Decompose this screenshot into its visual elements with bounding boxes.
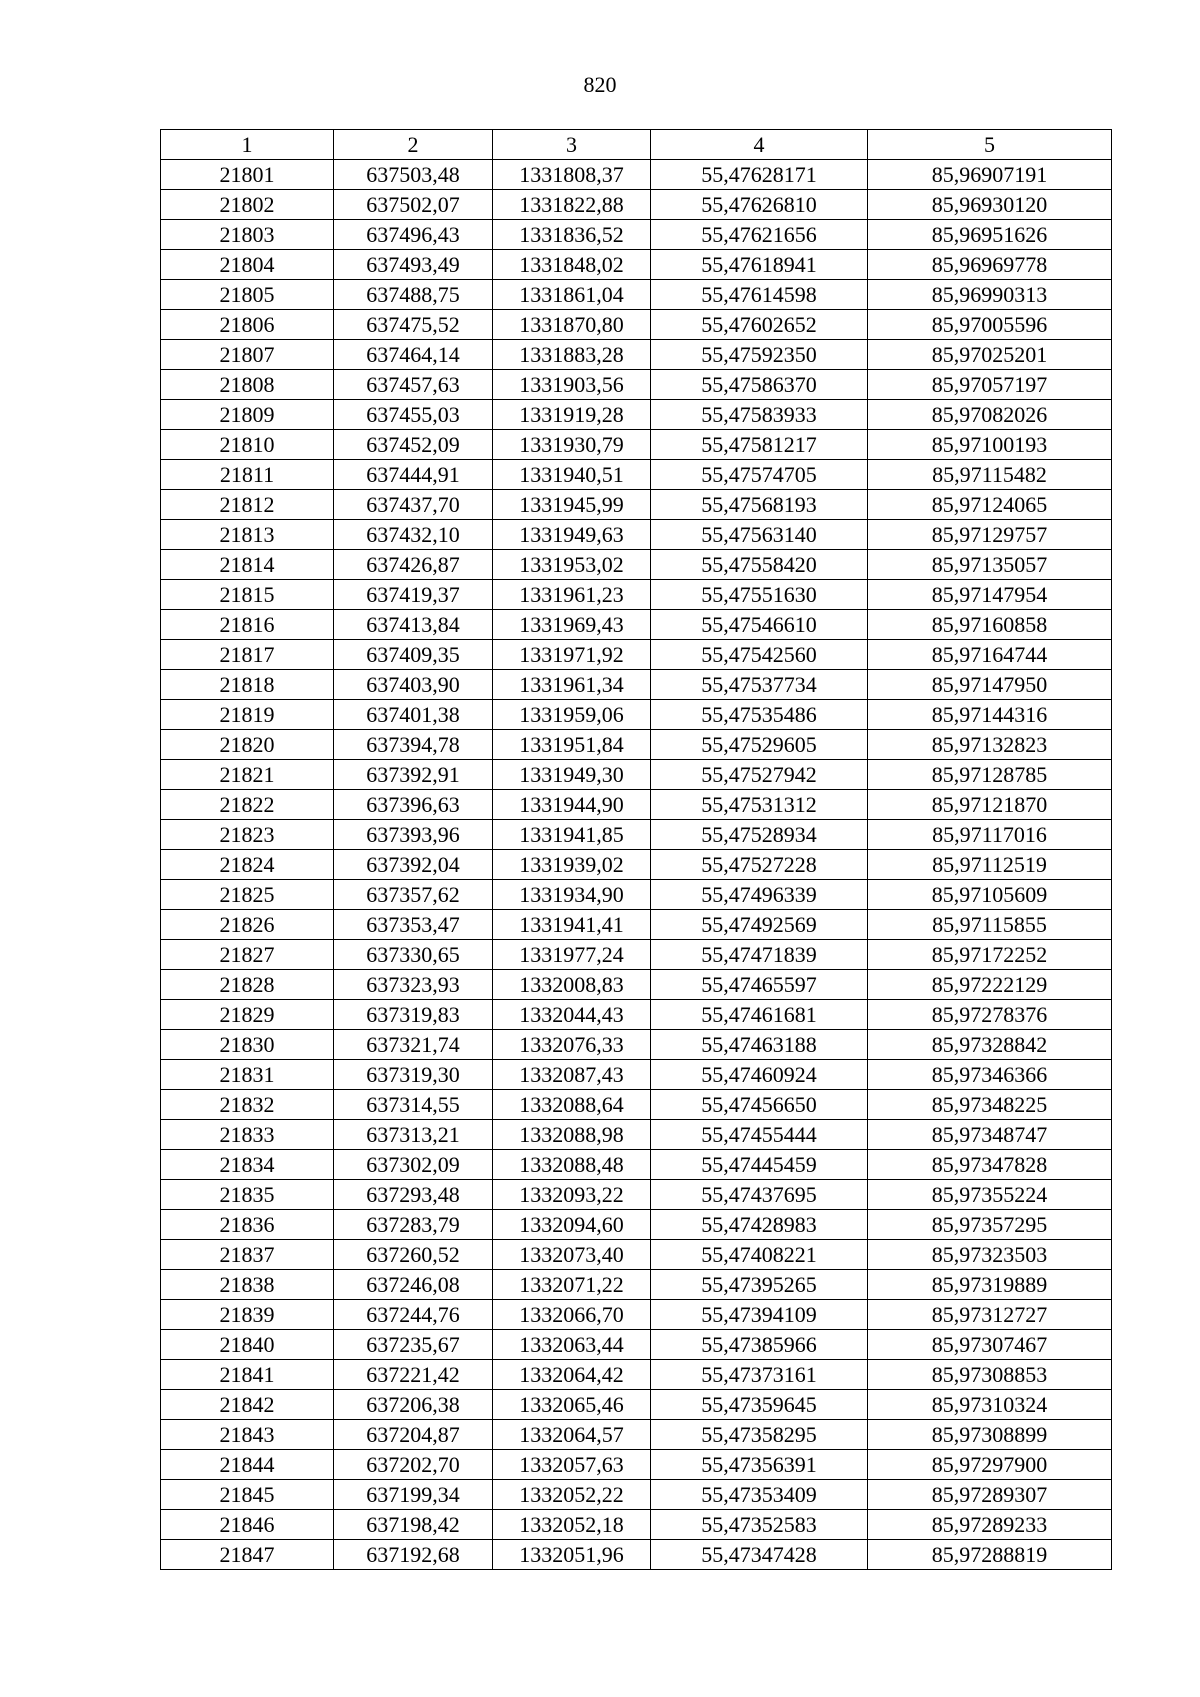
table-row bbox=[161, 1000, 1112, 1030]
header-cell-5: 5 bbox=[868, 130, 1112, 160]
table-cell-col-1: 21831 bbox=[161, 1060, 334, 1090]
table-cell-col-3: 1331940,51 bbox=[493, 460, 651, 490]
table-cell-col-3: 1332051,96 bbox=[493, 1540, 651, 1570]
table-cell-col-2: 637323,93 bbox=[334, 970, 493, 1000]
table-row bbox=[161, 880, 1112, 910]
table-cell-col-2: 637244,76 bbox=[334, 1300, 493, 1330]
table-cell-col-1: 21821 bbox=[161, 760, 334, 790]
table-cell-col-1: 21822 bbox=[161, 790, 334, 820]
table-cell-col-4: 55,47602652 bbox=[651, 310, 868, 340]
table-cell-col-3: 1331848,02 bbox=[493, 250, 651, 280]
table-cell-col-4: 55,47546610 bbox=[651, 610, 868, 640]
table-cell-col-4: 55,47353409 bbox=[651, 1480, 868, 1510]
table-cell-col-1: 21803 bbox=[161, 220, 334, 250]
table-cell-col-1: 21819 bbox=[161, 700, 334, 730]
table-cell-col-2: 637319,83 bbox=[334, 1000, 493, 1030]
table-cell-col-2: 637488,75 bbox=[334, 280, 493, 310]
table-cell-col-2: 637293,48 bbox=[334, 1180, 493, 1210]
table-cell-col-2: 637444,91 bbox=[334, 460, 493, 490]
table-cell-col-2: 637202,70 bbox=[334, 1450, 493, 1480]
table-row bbox=[161, 400, 1112, 430]
table-cell-col-5: 85,97117016 bbox=[868, 820, 1112, 850]
table-cell-col-3: 1331969,43 bbox=[493, 610, 651, 640]
table-cell-col-3: 1332071,22 bbox=[493, 1270, 651, 1300]
table-cell-col-1: 21830 bbox=[161, 1030, 334, 1060]
table-row bbox=[161, 550, 1112, 580]
table-cell-col-3: 1331808,37 bbox=[493, 160, 651, 190]
table-cell-col-3: 1332093,22 bbox=[493, 1180, 651, 1210]
table-row bbox=[161, 160, 1112, 190]
table-cell-col-5: 85,97144316 bbox=[868, 700, 1112, 730]
table-row bbox=[161, 640, 1112, 670]
table-cell-col-2: 637419,37 bbox=[334, 580, 493, 610]
table-row bbox=[161, 1450, 1112, 1480]
table-cell-col-4: 55,47456650 bbox=[651, 1090, 868, 1120]
table-cell-col-3: 1332076,33 bbox=[493, 1030, 651, 1060]
table-cell-col-3: 1331941,41 bbox=[493, 910, 651, 940]
table-cell-col-2: 637199,34 bbox=[334, 1480, 493, 1510]
table-cell-col-3: 1332088,64 bbox=[493, 1090, 651, 1120]
table-cell-col-2: 637353,47 bbox=[334, 910, 493, 940]
table-cell-col-2: 637206,38 bbox=[334, 1390, 493, 1420]
table-cell-col-2: 637475,52 bbox=[334, 310, 493, 340]
table-cell-col-4: 55,47385966 bbox=[651, 1330, 868, 1360]
table-row bbox=[161, 1240, 1112, 1270]
table-cell-col-1: 21841 bbox=[161, 1360, 334, 1390]
table-cell-col-1: 21829 bbox=[161, 1000, 334, 1030]
table-row bbox=[161, 1180, 1112, 1210]
table-cell-col-3: 1331977,24 bbox=[493, 940, 651, 970]
table-cell-col-5: 85,97124065 bbox=[868, 490, 1112, 520]
table-cell-col-3: 1332044,43 bbox=[493, 1000, 651, 1030]
table-cell-col-4: 55,47359645 bbox=[651, 1390, 868, 1420]
table-cell-col-5: 85,97082026 bbox=[868, 400, 1112, 430]
table-cell-col-3: 1331949,63 bbox=[493, 520, 651, 550]
table-row bbox=[161, 670, 1112, 700]
table-cell-col-4: 55,47527942 bbox=[651, 760, 868, 790]
table-cell-col-2: 637437,70 bbox=[334, 490, 493, 520]
table-cell-col-5: 85,97278376 bbox=[868, 1000, 1112, 1030]
table-row bbox=[161, 1060, 1112, 1090]
table-cell-col-5: 85,96907191 bbox=[868, 160, 1112, 190]
table-row bbox=[161, 460, 1112, 490]
table-row bbox=[161, 280, 1112, 310]
table-row bbox=[161, 760, 1112, 790]
table-cell-col-1: 21812 bbox=[161, 490, 334, 520]
table-cell-col-4: 55,47558420 bbox=[651, 550, 868, 580]
table-cell-col-4: 55,47461681 bbox=[651, 1000, 868, 1030]
table-cell-col-3: 1332064,42 bbox=[493, 1360, 651, 1390]
table-cell-col-5: 85,97323503 bbox=[868, 1240, 1112, 1270]
table-row bbox=[161, 1540, 1112, 1570]
table-cell-col-2: 637314,55 bbox=[334, 1090, 493, 1120]
table-cell-col-4: 55,47586370 bbox=[651, 370, 868, 400]
table-cell-col-5: 85,97288819 bbox=[868, 1540, 1112, 1570]
table-cell-col-5: 85,96969778 bbox=[868, 250, 1112, 280]
table-row bbox=[161, 850, 1112, 880]
table-cell-col-4: 55,47568193 bbox=[651, 490, 868, 520]
table-cell-col-1: 21836 bbox=[161, 1210, 334, 1240]
table-cell-col-2: 637426,87 bbox=[334, 550, 493, 580]
table-cell-col-5: 85,97121870 bbox=[868, 790, 1112, 820]
table-cell-col-1: 21826 bbox=[161, 910, 334, 940]
table-cell-col-2: 637496,43 bbox=[334, 220, 493, 250]
table-cell-col-4: 55,47460924 bbox=[651, 1060, 868, 1090]
table-row bbox=[161, 1390, 1112, 1420]
table-cell-col-4: 55,47352583 bbox=[651, 1510, 868, 1540]
table-cell-col-2: 637357,62 bbox=[334, 880, 493, 910]
table-cell-col-5: 85,97348225 bbox=[868, 1090, 1112, 1120]
table-cell-col-4: 55,47408221 bbox=[651, 1240, 868, 1270]
table-cell-col-5: 85,97297900 bbox=[868, 1450, 1112, 1480]
table-cell-col-5: 85,97147954 bbox=[868, 580, 1112, 610]
table-row bbox=[161, 1300, 1112, 1330]
table-cell-col-3: 1331870,80 bbox=[493, 310, 651, 340]
table-cell-col-3: 1332064,57 bbox=[493, 1420, 651, 1450]
table-cell-col-4: 55,47551630 bbox=[651, 580, 868, 610]
table-cell-col-2: 637313,21 bbox=[334, 1120, 493, 1150]
table-cell-col-4: 55,47628171 bbox=[651, 160, 868, 190]
table-cell-col-3: 1332063,44 bbox=[493, 1330, 651, 1360]
table-cell-col-3: 1331939,02 bbox=[493, 850, 651, 880]
table-cell-col-5: 85,97105609 bbox=[868, 880, 1112, 910]
table-cell-col-4: 55,47563140 bbox=[651, 520, 868, 550]
table-row bbox=[161, 1210, 1112, 1240]
table-cell-col-4: 55,47618941 bbox=[651, 250, 868, 280]
table-cell-col-4: 55,47542560 bbox=[651, 640, 868, 670]
table-cell-col-1: 21837 bbox=[161, 1240, 334, 1270]
table-cell-col-3: 1331822,88 bbox=[493, 190, 651, 220]
table-cell-col-4: 55,47626810 bbox=[651, 190, 868, 220]
table-cell-col-3: 1331934,90 bbox=[493, 880, 651, 910]
table-row bbox=[161, 1150, 1112, 1180]
table-cell-col-5: 85,97147950 bbox=[868, 670, 1112, 700]
table-cell-col-3: 1331945,99 bbox=[493, 490, 651, 520]
table-cell-col-1: 21818 bbox=[161, 670, 334, 700]
table-row bbox=[161, 580, 1112, 610]
table-row bbox=[161, 430, 1112, 460]
table-row bbox=[161, 820, 1112, 850]
table-cell-col-2: 637319,30 bbox=[334, 1060, 493, 1090]
table-cell-col-1: 21839 bbox=[161, 1300, 334, 1330]
table-cell-col-1: 21804 bbox=[161, 250, 334, 280]
table-cell-col-5: 85,97348747 bbox=[868, 1120, 1112, 1150]
table-cell-col-3: 1331953,02 bbox=[493, 550, 651, 580]
table-cell-col-4: 55,47455444 bbox=[651, 1120, 868, 1150]
table-cell-col-5: 85,97100193 bbox=[868, 430, 1112, 460]
table-cell-col-5: 85,97328842 bbox=[868, 1030, 1112, 1060]
table-row bbox=[161, 1480, 1112, 1510]
table-row bbox=[161, 1330, 1112, 1360]
table-cell-col-5: 85,96951626 bbox=[868, 220, 1112, 250]
table-cell-col-2: 637403,90 bbox=[334, 670, 493, 700]
table-cell-col-1: 21847 bbox=[161, 1540, 334, 1570]
table-cell-col-1: 21816 bbox=[161, 610, 334, 640]
table-cell-col-4: 55,47531312 bbox=[651, 790, 868, 820]
table-body bbox=[161, 160, 1112, 1570]
table-cell-col-5: 85,97025201 bbox=[868, 340, 1112, 370]
table-cell-col-4: 55,47529605 bbox=[651, 730, 868, 760]
table-cell-col-2: 637260,52 bbox=[334, 1240, 493, 1270]
table-cell-col-4: 55,47428983 bbox=[651, 1210, 868, 1240]
table-cell-col-3: 1331944,90 bbox=[493, 790, 651, 820]
table-cell-col-4: 55,47394109 bbox=[651, 1300, 868, 1330]
table-cell-col-5: 85,97005596 bbox=[868, 310, 1112, 340]
table-cell-col-5: 85,97347828 bbox=[868, 1150, 1112, 1180]
header-cell-3: 3 bbox=[493, 130, 651, 160]
table-cell-col-1: 21834 bbox=[161, 1150, 334, 1180]
table-cell-col-1: 21808 bbox=[161, 370, 334, 400]
table-cell-col-1: 21817 bbox=[161, 640, 334, 670]
table-row bbox=[161, 1030, 1112, 1060]
table-cell-col-4: 55,47527228 bbox=[651, 850, 868, 880]
table-cell-col-4: 55,47581217 bbox=[651, 430, 868, 460]
table-header bbox=[161, 130, 1112, 160]
table-cell-col-5: 85,97308853 bbox=[868, 1360, 1112, 1390]
table-cell-col-1: 21824 bbox=[161, 850, 334, 880]
table-row bbox=[161, 940, 1112, 970]
table-cell-col-4: 55,47358295 bbox=[651, 1420, 868, 1450]
table-cell-col-1: 21843 bbox=[161, 1420, 334, 1450]
table-cell-col-4: 55,47583933 bbox=[651, 400, 868, 430]
table-cell-col-1: 21845 bbox=[161, 1480, 334, 1510]
table-cell-col-2: 637502,07 bbox=[334, 190, 493, 220]
table-row bbox=[161, 1420, 1112, 1450]
table-cell-col-1: 21835 bbox=[161, 1180, 334, 1210]
table-cell-col-1: 21846 bbox=[161, 1510, 334, 1540]
table-cell-col-3: 1331903,56 bbox=[493, 370, 651, 400]
table-cell-col-1: 21801 bbox=[161, 160, 334, 190]
table-row bbox=[161, 1090, 1112, 1120]
table-cell-col-5: 85,97357295 bbox=[868, 1210, 1112, 1240]
table-cell-col-5: 85,97355224 bbox=[868, 1180, 1112, 1210]
table-cell-col-1: 21844 bbox=[161, 1450, 334, 1480]
table-cell-col-5: 85,97319889 bbox=[868, 1270, 1112, 1300]
table-cell-col-5: 85,97129757 bbox=[868, 520, 1112, 550]
table-cell-col-5: 85,97057197 bbox=[868, 370, 1112, 400]
table-cell-col-3: 1331861,04 bbox=[493, 280, 651, 310]
page-number: 820 bbox=[583, 72, 617, 97]
table-cell-col-3: 1332052,18 bbox=[493, 1510, 651, 1540]
table-cell-col-2: 637392,91 bbox=[334, 760, 493, 790]
table-cell-col-1: 21806 bbox=[161, 310, 334, 340]
table-row bbox=[161, 700, 1112, 730]
table-cell-col-3: 1331951,84 bbox=[493, 730, 651, 760]
table-cell-col-2: 637246,08 bbox=[334, 1270, 493, 1300]
table-cell-col-2: 637394,78 bbox=[334, 730, 493, 760]
table-cell-col-1: 21827 bbox=[161, 940, 334, 970]
table-cell-col-1: 21840 bbox=[161, 1330, 334, 1360]
table-cell-col-1: 21814 bbox=[161, 550, 334, 580]
table-cell-col-4: 55,47395265 bbox=[651, 1270, 868, 1300]
table-row bbox=[161, 250, 1112, 280]
table-cell-col-2: 637457,63 bbox=[334, 370, 493, 400]
header-cell-1: 1 bbox=[161, 130, 334, 160]
table-cell-col-3: 1332088,98 bbox=[493, 1120, 651, 1150]
table-cell-col-2: 637204,87 bbox=[334, 1420, 493, 1450]
table-cell-col-3: 1331949,30 bbox=[493, 760, 651, 790]
table-cell-col-2: 637192,68 bbox=[334, 1540, 493, 1570]
table-row bbox=[161, 490, 1112, 520]
header-cell-4: 4 bbox=[651, 130, 868, 160]
table-cell-col-3: 1332065,46 bbox=[493, 1390, 651, 1420]
table-cell-col-1: 21842 bbox=[161, 1390, 334, 1420]
table-cell-col-4: 55,47535486 bbox=[651, 700, 868, 730]
table-cell-col-3: 1331971,92 bbox=[493, 640, 651, 670]
table-cell-col-1: 21811 bbox=[161, 460, 334, 490]
table-cell-col-1: 21833 bbox=[161, 1120, 334, 1150]
table-cell-col-4: 55,47592350 bbox=[651, 340, 868, 370]
table-cell-col-3: 1332066,70 bbox=[493, 1300, 651, 1330]
table-cell-col-5: 85,97164744 bbox=[868, 640, 1112, 670]
table-cell-col-1: 21802 bbox=[161, 190, 334, 220]
table-cell-col-5: 85,97307467 bbox=[868, 1330, 1112, 1360]
table-cell-col-5: 85,96930120 bbox=[868, 190, 1112, 220]
table-cell-col-3: 1331961,23 bbox=[493, 580, 651, 610]
table-cell-col-3: 1332008,83 bbox=[493, 970, 651, 1000]
table-cell-col-2: 637503,48 bbox=[334, 160, 493, 190]
table-cell-col-4: 55,47528934 bbox=[651, 820, 868, 850]
table-cell-col-5: 85,97310324 bbox=[868, 1390, 1112, 1420]
table-row bbox=[161, 970, 1112, 1000]
table-cell-col-4: 55,47463188 bbox=[651, 1030, 868, 1060]
table-cell-col-2: 637330,65 bbox=[334, 940, 493, 970]
header-row bbox=[161, 130, 1112, 160]
table-cell-col-3: 1331836,52 bbox=[493, 220, 651, 250]
table-cell-col-2: 637401,38 bbox=[334, 700, 493, 730]
table-cell-col-2: 637432,10 bbox=[334, 520, 493, 550]
table-cell-col-4: 55,47347428 bbox=[651, 1540, 868, 1570]
table-cell-col-2: 637409,35 bbox=[334, 640, 493, 670]
table-cell-col-2: 637392,04 bbox=[334, 850, 493, 880]
table-cell-col-5: 85,97308899 bbox=[868, 1420, 1112, 1450]
table-cell-col-3: 1332057,63 bbox=[493, 1450, 651, 1480]
table-cell-col-3: 1331961,34 bbox=[493, 670, 651, 700]
table-cell-col-1: 21810 bbox=[161, 430, 334, 460]
table-row bbox=[161, 910, 1112, 940]
table-cell-col-2: 637321,74 bbox=[334, 1030, 493, 1060]
table-cell-col-5: 85,97135057 bbox=[868, 550, 1112, 580]
table-cell-col-4: 55,47437695 bbox=[651, 1180, 868, 1210]
table-cell-col-2: 637393,96 bbox=[334, 820, 493, 850]
table-cell-col-1: 21825 bbox=[161, 880, 334, 910]
table-cell-col-1: 21820 bbox=[161, 730, 334, 760]
table-cell-col-3: 1331941,85 bbox=[493, 820, 651, 850]
table-row bbox=[161, 1120, 1112, 1150]
table-cell-col-1: 21809 bbox=[161, 400, 334, 430]
table-cell-col-5: 85,97312727 bbox=[868, 1300, 1112, 1330]
table-row bbox=[161, 520, 1112, 550]
table-cell-col-2: 637464,14 bbox=[334, 340, 493, 370]
table-cell-col-5: 85,97115482 bbox=[868, 460, 1112, 490]
table-cell-col-3: 1332073,40 bbox=[493, 1240, 651, 1270]
table-cell-col-2: 637221,42 bbox=[334, 1360, 493, 1390]
table-cell-col-2: 637452,09 bbox=[334, 430, 493, 460]
table-cell-col-4: 55,47537734 bbox=[651, 670, 868, 700]
table-cell-col-2: 637283,79 bbox=[334, 1210, 493, 1240]
table-cell-col-5: 85,97112519 bbox=[868, 850, 1112, 880]
table-cell-col-3: 1331883,28 bbox=[493, 340, 651, 370]
table-cell-col-3: 1332088,48 bbox=[493, 1150, 651, 1180]
table-cell-col-4: 55,47465597 bbox=[651, 970, 868, 1000]
header-cell-2: 2 bbox=[334, 130, 493, 160]
table-cell-col-4: 55,47496339 bbox=[651, 880, 868, 910]
table-cell-col-5: 85,97172252 bbox=[868, 940, 1112, 970]
table-cell-col-3: 1332052,22 bbox=[493, 1480, 651, 1510]
table-cell-col-2: 637235,67 bbox=[334, 1330, 493, 1360]
table-cell-col-1: 21813 bbox=[161, 520, 334, 550]
table-cell-col-4: 55,47614598 bbox=[651, 280, 868, 310]
table-row bbox=[161, 730, 1112, 760]
table-cell-col-5: 85,97346366 bbox=[868, 1060, 1112, 1090]
table-cell-col-3: 1332094,60 bbox=[493, 1210, 651, 1240]
table-row bbox=[161, 370, 1112, 400]
table-cell-col-3: 1332087,43 bbox=[493, 1060, 651, 1090]
table-row bbox=[161, 1510, 1112, 1540]
table-row bbox=[161, 610, 1112, 640]
table-cell-col-2: 637198,42 bbox=[334, 1510, 493, 1540]
table-cell-col-2: 637493,49 bbox=[334, 250, 493, 280]
table-cell-col-2: 637455,03 bbox=[334, 400, 493, 430]
table-cell-col-5: 85,97132823 bbox=[868, 730, 1112, 760]
table-cell-col-5: 85,97128785 bbox=[868, 760, 1112, 790]
table-cell-col-5: 85,97289233 bbox=[868, 1510, 1112, 1540]
table-cell-col-4: 55,47471839 bbox=[651, 940, 868, 970]
table-row bbox=[161, 790, 1112, 820]
table-cell-col-4: 55,47373161 bbox=[651, 1360, 868, 1390]
table-cell-col-4: 55,47445459 bbox=[651, 1150, 868, 1180]
table-cell-col-1: 21823 bbox=[161, 820, 334, 850]
table-cell-col-5: 85,96990313 bbox=[868, 280, 1112, 310]
table-cell-col-5: 85,97160858 bbox=[868, 610, 1112, 640]
table-row bbox=[161, 1360, 1112, 1390]
table-cell-col-4: 55,47492569 bbox=[651, 910, 868, 940]
coordinates-table bbox=[160, 129, 1112, 1570]
table-row bbox=[161, 310, 1112, 340]
table-row bbox=[161, 340, 1112, 370]
table-cell-col-3: 1331919,28 bbox=[493, 400, 651, 430]
table-cell-col-2: 637413,84 bbox=[334, 610, 493, 640]
table-cell-col-4: 55,47356391 bbox=[651, 1450, 868, 1480]
table-cell-col-4: 55,47574705 bbox=[651, 460, 868, 490]
table-row bbox=[161, 1270, 1112, 1300]
table-cell-col-3: 1331959,06 bbox=[493, 700, 651, 730]
table-cell-col-1: 21838 bbox=[161, 1270, 334, 1300]
table-cell-col-1: 21807 bbox=[161, 340, 334, 370]
table-cell-col-5: 85,97222129 bbox=[868, 970, 1112, 1000]
table-cell-col-5: 85,97289307 bbox=[868, 1480, 1112, 1510]
table-cell-col-3: 1331930,79 bbox=[493, 430, 651, 460]
table-row bbox=[161, 190, 1112, 220]
table-cell-col-1: 21832 bbox=[161, 1090, 334, 1120]
table-cell-col-5: 85,97115855 bbox=[868, 910, 1112, 940]
table-cell-col-1: 21828 bbox=[161, 970, 334, 1000]
table-cell-col-1: 21805 bbox=[161, 280, 334, 310]
table-cell-col-2: 637396,63 bbox=[334, 790, 493, 820]
table-row bbox=[161, 220, 1112, 250]
table-cell-col-4: 55,47621656 bbox=[651, 220, 868, 250]
table-cell-col-1: 21815 bbox=[161, 580, 334, 610]
table-cell-col-2: 637302,09 bbox=[334, 1150, 493, 1180]
